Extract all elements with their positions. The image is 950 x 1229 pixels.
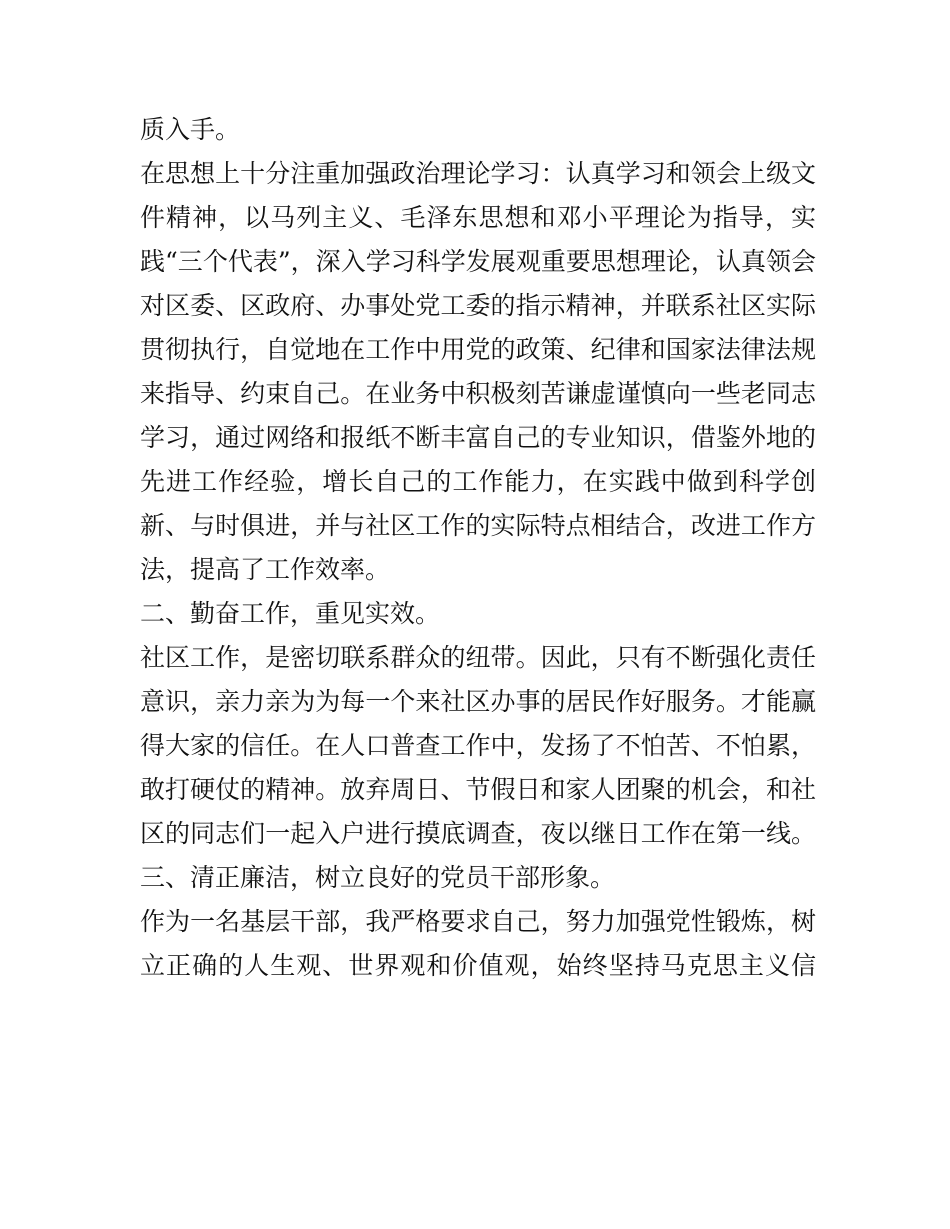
text-line: 对区委、区政府、办事处党工委的指示精神，并联系社区实际 xyxy=(140,291,816,320)
text-line: 法，提高了工作效率。 xyxy=(140,555,391,584)
text-line: 件精神，以马列主义、毛泽东思想和邓小平理论为指导，实 xyxy=(140,203,816,232)
text-line: 区的同志们一起入户进行摸底调查，夜以继日工作在第一线。 xyxy=(140,819,816,848)
text-line: 贯彻执行，自觉地在工作中用党的政策、纪律和国家法律法规 xyxy=(140,335,816,364)
text-line: 先进工作经验，增长自己的工作能力，在实践中做到科学创 xyxy=(140,467,816,496)
text-line: 学习，通过网络和报纸不断丰富自己的专业知识，借鉴外地的 xyxy=(140,423,816,452)
text-line: 新、与时俱进，并与社区工作的实际特点相结合，改进工作方 xyxy=(140,511,816,540)
text-line: 作为一名基层干部，我严格要求自己，努力加强党性锻炼，树 xyxy=(140,907,816,936)
text-line: 践“三个代表”，深入学习科学发展观重要思想理论，认真领会 xyxy=(140,247,816,276)
body-text xyxy=(140,108,816,988)
text-line: 质入手。 xyxy=(140,115,241,144)
text-line: 敢打硬仗的精神。放弃周日、节假日和家人团聚的机会，和社 xyxy=(140,775,816,804)
text-line: 意识，亲力亲为为每一个来社区办事的居民作好服务。才能赢 xyxy=(140,687,816,716)
text-line: 社区工作，是密切联系群众的纽带。因此，只有不断强化责任 xyxy=(140,643,816,672)
section-heading: 二、勤奋工作，重见实效。 xyxy=(140,599,441,628)
text-line: 立正确的人生观、世界观和价值观，始终坚持马克思主义信 xyxy=(140,951,816,980)
section-heading: 三、清正廉洁，树立良好的党员干部形象。 xyxy=(140,863,616,892)
text-line: 在思想上十分注重加强政治理论学习：认真学习和领会上级文 xyxy=(140,159,816,188)
text-line: 得大家的信任。在人口普查工作中，发扬了不怕苦、不怕累， xyxy=(140,731,816,760)
text-line: 来指导、约束自己。在业务中积极刻苦谦虚谨慎向一些老同志 xyxy=(140,379,816,408)
